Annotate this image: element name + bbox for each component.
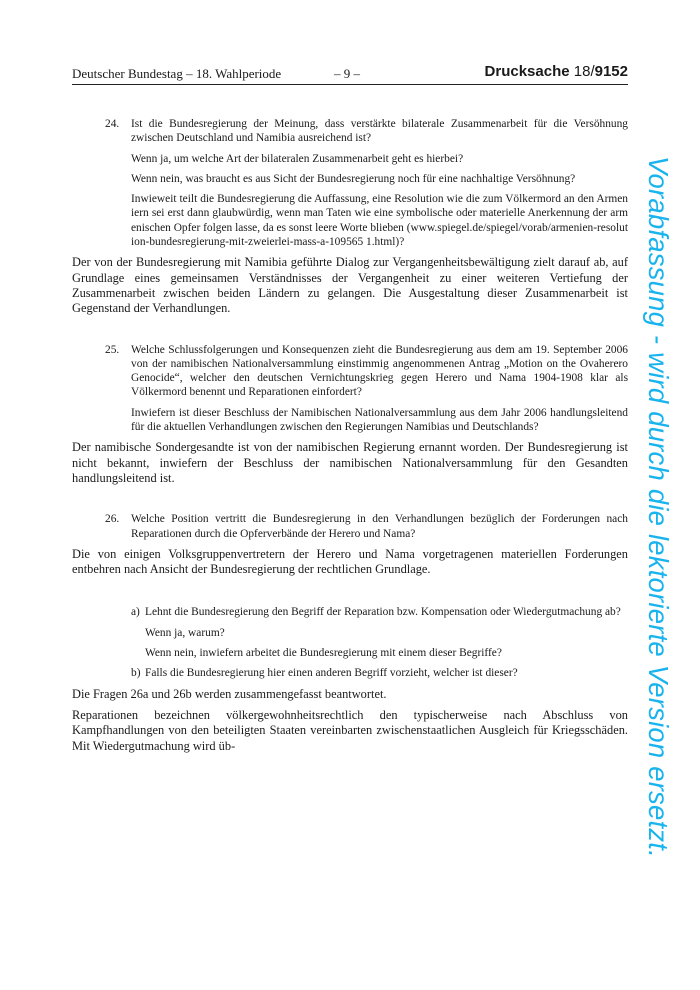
question-number: a): [131, 606, 140, 619]
question-number: 26.: [105, 513, 120, 526]
question-number: 24.: [105, 118, 120, 130]
question-text: Welche Schlussfolgerungen und Konsequenzen zieht die Bundesregierung aus dem am 19. September 2006 von der namibischen Nationalversammlung einstimmig angenommenen Antrag „Motion on the Ovaherero Genocide“, welcher den deutschen Vernichtungskrieg gegen Herero und Nama 1904-1908 klar als Völkermord benennt und Reparationen einfordert?: [131, 343, 628, 399]
page-header: [72, 63, 628, 84]
question-24: [72, 117, 628, 249]
question-number: 25.: [105, 343, 120, 356]
answer-26ab-intro: Die Fragen 26a und 26b werden zusammengefasst beantwortet.: [72, 686, 387, 701]
document-number: [485, 63, 628, 80]
header-left: Deutscher Bundestag – 18. Wahlperiode: [72, 66, 282, 81]
draft-watermark: [628, 112, 688, 902]
question-text: Wenn nein, was braucht es aus Sicht der Bundesregierung noch für eine nachhaltige Versöhnung?: [131, 172, 576, 185]
question-text: Wenn nein, inwiefern arbeitet die Bundesregierung mit einem dieser Begriffe?: [145, 647, 502, 660]
answer-24: Der von der Bundesregierung mit Namibia geführte Dialog zur Vergangenheitsbewältigung zielt darauf ab, auf Grundlage eines gemeinsamen Verständnisses der Vergangenheit zu einer weiteren Vertiefung der Zusammenarbeit zwischen beiden Ländern zu gelangen. Die Ausgestaltung dieser Zusammenarbeit ist Gegenstand der Verhandlungen.: [72, 255, 628, 316]
doc-number: 9152: [594, 63, 628, 80]
doc-number-prefix: 18/: [573, 63, 595, 80]
header-rule: [72, 84, 628, 85]
answer-26: Die von einigen Volksgruppenvertretern der Herero und Nama vorgetragenen materiellen Forderungen entbehren nach Ansicht der Bundesregierung der rechtlichen Grundlage.: [72, 546, 628, 577]
page-body: [72, 117, 628, 762]
question-26b: [72, 666, 628, 680]
question-text: Inwiefern ist dieser Beschluss der Namibischen Nationalversammlung aus dem Jahr 2006 handlungsleitend für die aktuellen Verhandlungen zwischen den Regierungen Namibias und Deutschlands?: [131, 406, 628, 434]
question-25: [72, 343, 628, 435]
question-text: Wenn ja, warum?: [145, 626, 225, 639]
question-text: Welche Position vertritt die Bundesregierung in den Verhandlungen bezüglich der Forderungen nach Reparationen durch die Opferverbände der Herero und Nama?: [131, 513, 628, 540]
doc-label: Drucksache: [484, 63, 570, 80]
page-number: – 9 –: [334, 66, 360, 81]
question-text: Lehnt die Bundesregierung den Begriff der Reparation bzw. Kompensation oder Wiedergutmachung ab?: [145, 606, 621, 619]
answer-26ab: Reparationen bezeichnen völkergewohnheitsrechtlich den typischerweise nach Abschluss von Kampfhandlungen von den beteiligten Staaten vereinbarten zwischenstaatlichen Ausgleich für Kriegsschäden. Mit Wiedergutmachung wird üb-: [72, 707, 628, 753]
answer-25: Der namibische Sondergesandte ist von der namibischen Regierung ernannt worden. Der Bundesregierung ist nicht bekannt, inwiefern der Beschluss der namibischen Nationalversammlung für den Gesandten handlungsleitend ist.: [72, 440, 628, 485]
question-number: b): [131, 667, 141, 680]
question-text: Ist die Bundesregierung der Meinung, dass verstärkte bilaterale Zusammenarbeit für die Versöhnung zwischen Deutschland und Namibia ausreichend ist?: [131, 118, 628, 145]
question-26: [72, 512, 628, 541]
question-text: Inwieweit teilt die Bundesregierung die Auffassung, eine Resolution wie die zum Völkermord an den Armeniern sei erst dann glaubwürdig, wenn man Taten wie eine symbolische oder materielle Anerkennung der armenischen Opfer folgen lasse, da es sonst leere Worte blieben (www.spiegel.de/spiegel/vorab/armenien-resolution-bundesregierung-mit-zweierlei-mass-a-109565 1.html)?: [131, 193, 628, 249]
question-text: Falls die Bundesregierung hier einen anderen Begriff vorzieht, welcher ist dieser?: [145, 667, 518, 680]
watermark-text: Vorabfassung - wird durch die lektorierte Version ersetzt.: [643, 156, 674, 858]
question-text: Wenn ja, um welche Art der bilateralen Zusammenarbeit geht es hierbei?: [131, 152, 464, 165]
question-26a: [72, 605, 628, 660]
